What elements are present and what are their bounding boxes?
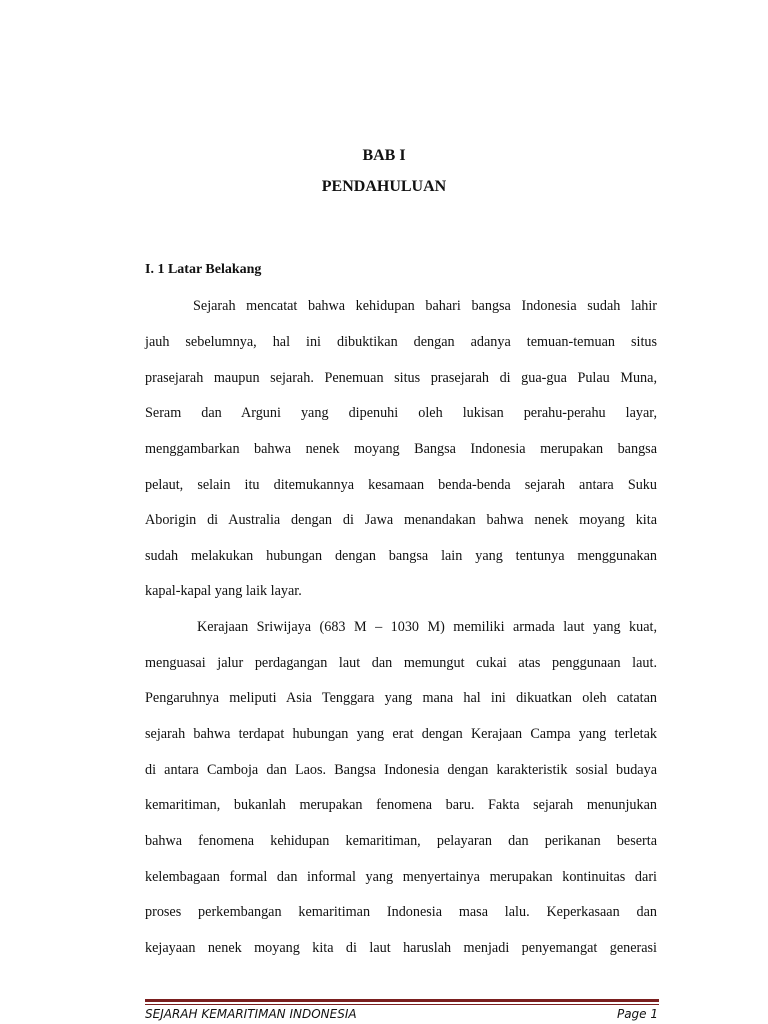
body-line: menggambarkan bahwa nenek moyang Bangsa Indonesia merupakan bangsa	[145, 441, 657, 457]
body-line: pelaut, selain itu ditemukannya kesamaan benda-benda sejarah antara Suku	[145, 477, 657, 493]
section-heading: I. 1 Latar Belakang	[145, 262, 262, 277]
body-line: Seram dan Arguni yang dipenuhi oleh lukisan perahu-perahu layar,	[145, 405, 657, 421]
body-line: kelembagaan formal dan informal yang menyertainya merupakan kontinuitas dari	[145, 869, 657, 885]
body-line: kapal-kapal yang laik layar.	[145, 583, 302, 599]
body-line: menguasai jalur perdagangan laut dan memungut cukai atas penggunaan laut.	[145, 655, 657, 671]
body-line: Sejarah mencatat bahwa kehidupan bahari bangsa Indonesia sudah lahir	[193, 298, 657, 314]
chapter-title: PENDAHULUAN	[321, 178, 447, 195]
body-line: Aborigin di Australia dengan di Jawa menandakan bahwa nenek moyang kita	[145, 512, 657, 528]
body-line: Pengaruhnya meliputi Asia Tenggara yang mana hal ini dikuatkan oleh catatan	[145, 690, 657, 706]
body-line: proses perkembangan kemaritiman Indonesia masa lalu. Keperkasaan dan	[145, 904, 657, 920]
body-line: bahwa fenomena kehidupan kemaritiman, pelayaran dan perikanan beserta	[145, 833, 657, 849]
footer-rule-thin	[145, 1004, 659, 1005]
body-line: prasejarah maupun sejarah. Penemuan situs prasejarah di gua-gua Pulau Muna,	[145, 370, 657, 386]
body-line: Kerajaan Sriwijaya (683 M – 1030 M) memiliki armada laut yang kuat,	[197, 619, 657, 635]
body-line: sejarah bahwa terdapat hubungan yang erat dengan Kerajaan Campa yang terletak	[145, 726, 657, 742]
body-line: jauh sebelumnya, hal ini dibuktikan dengan adanya temuan-temuan situs	[145, 334, 657, 350]
chapter-number: BAB I	[362, 147, 406, 164]
footer-page-number: Page 1	[616, 1007, 658, 1021]
footer-rule-thick	[145, 999, 659, 1002]
body-line: kemaritiman, bukanlah merupakan fenomena baru. Fakta sejarah menunjukan	[145, 797, 657, 813]
body-line: sudah melakukan hubungan dengan bangsa lain yang tentunya menggunakan	[145, 548, 657, 564]
footer-document-title: SEJARAH KEMARITIMAN INDONESIA	[145, 1007, 357, 1021]
body-line: di antara Camboja dan Laos. Bangsa Indonesia dengan karakteristik sosial budaya	[145, 762, 657, 778]
body-line: kejayaan nenek moyang kita di laut haruslah menjadi penyemangat generasi	[145, 940, 657, 956]
